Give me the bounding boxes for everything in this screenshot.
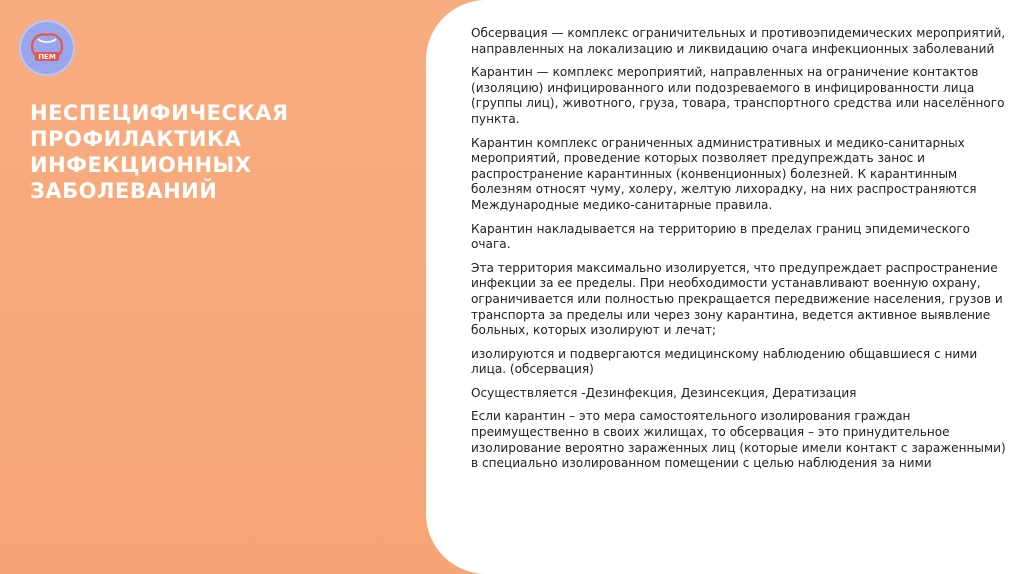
title-line: ЗАБОЛЕВАНИЙ bbox=[30, 179, 218, 203]
paragraph-disinfection: Осуществляется -Дезинфекция, Дезинсекция, Дератизация bbox=[471, 385, 857, 400]
logo-text: ПЕМ bbox=[38, 53, 56, 61]
paragraph-contacts-observation: изолируются и подвергаются медицинскому наблюдению общавшиеся с ними лица. (обсервация) bbox=[471, 346, 978, 377]
paragraph-quarantine-definition: Карантин — комплекс мероприятий, направленных на ограничение контактов (изоляцию) инфицированного или подозреваемого в инфицированности лица (группы лиц), животного, груза, товара, транспортного средства или населённого пункта. bbox=[471, 65, 1005, 126]
slide-title bbox=[30, 100, 350, 204]
logo-emblem-icon bbox=[24, 25, 70, 71]
paragraph-quarantine-vs-observation: Если карантин – это мера самостоятельного изолирования граждан преимущественно в своих жилищах, то обсервация – это принудительное изолирование вероятно зараженных лиц (которые имели контакт с зараженными) в специально изолированном помещении с целью наблюдения за ними bbox=[471, 409, 1006, 471]
title-line: ИНФЕКЦИОННЫХ bbox=[30, 153, 252, 177]
paragraph-quarantine-measures: Карантин комплекс ограниченных административных и медико-санитарных мероприятий, проведение которых позволяет предупреждать занос и распространение карантинных (конвенционных) болезней. К карантинным болезням относят чуму, холеру, желтую лихорадку, на них распространяются Международные медико-санитарные правила. bbox=[471, 135, 977, 212]
logo bbox=[19, 20, 75, 76]
content-text bbox=[471, 26, 1006, 480]
title-line: ПРОФИЛАКТИКА bbox=[30, 127, 242, 151]
paragraph-quarantine-territory: Карантин накладывается на территорию в пределах границ эпидемического очага. bbox=[471, 221, 971, 252]
paragraph-observation-definition: Обсервация — комплекс ограничительных и противоэпидемических мероприятий, направленных на локализацию и ликвидацию очага инфекционных заболеваний bbox=[471, 26, 1006, 56]
title-line: НЕСПЕЦИФИЧЕСКАЯ bbox=[30, 101, 289, 125]
paragraph-territory-isolation: Эта территория максимально изолируется, что предупреждает распространение инфекции за ее пределы. При необходимости устанавливают военную охрану, ограничивается или полностью прекращается передвижение населения, грузов и транспорта за пределы или через зону карантина, ведется активное выявление больных, которых изолируют и лечат; bbox=[471, 260, 1003, 338]
